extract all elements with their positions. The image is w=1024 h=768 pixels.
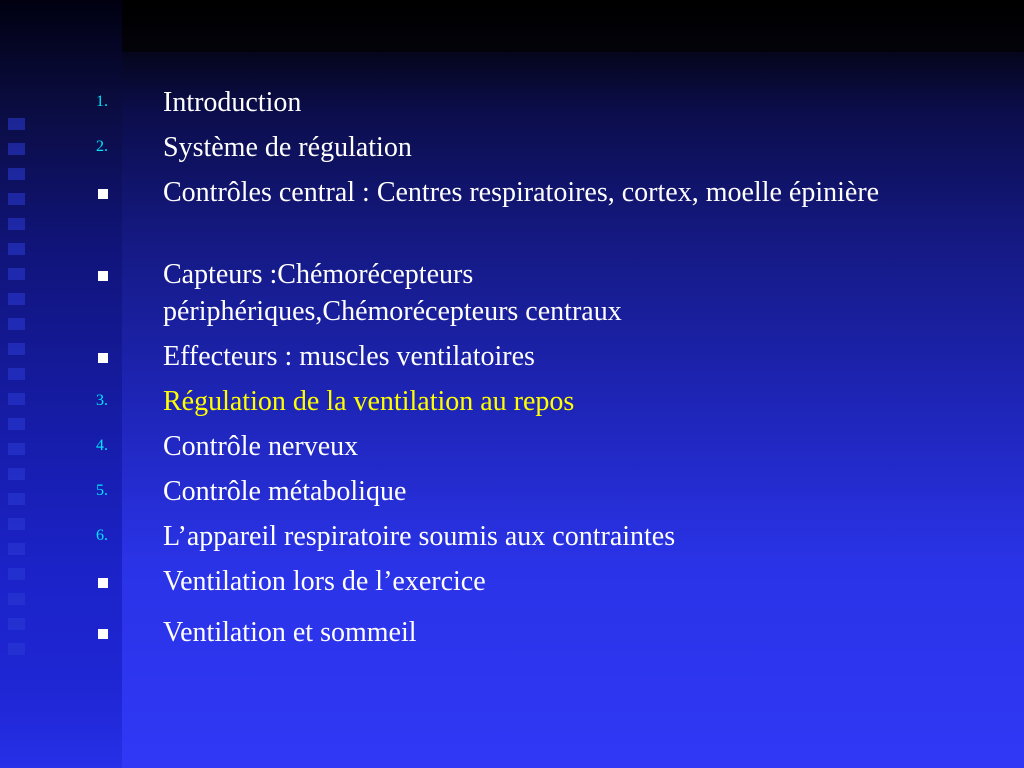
square-bullet-icon — [98, 578, 108, 588]
square-bullet-icon — [98, 271, 108, 281]
square-bullet-icon — [98, 189, 108, 199]
item-number: 5. — [96, 482, 108, 499]
item-text: Contrôles central : Centres respiratoires, cortex, moelle épinière — [163, 177, 880, 208]
item-number: 1. — [96, 93, 108, 110]
item-text-highlighted: Régulation de la ventilation au repos — [163, 386, 575, 417]
item-text: Système de régulation — [163, 132, 412, 163]
item-text: Capteurs :Chémorécepteurs périphériques,Chémorécepteurs centraux — [163, 259, 622, 327]
item-text: Effecteurs : muscles ventilatoires — [163, 341, 535, 372]
item-text: L’appareil respiratoire soumis aux contraintes — [163, 521, 676, 552]
item-text: Contrôle nerveux — [163, 431, 359, 462]
item-text: Ventilation lors de l’exercice — [163, 566, 486, 597]
item-text: Introduction — [163, 87, 302, 118]
item-text: Contrôle métabolique — [163, 476, 407, 507]
item-number: 3. — [96, 392, 108, 409]
square-bullet-icon — [98, 353, 108, 363]
item-text: Ventilation et sommeil — [163, 617, 417, 648]
item-number: 6. — [96, 527, 108, 544]
item-number: 4. — [96, 437, 108, 454]
square-bullet-icon — [98, 629, 108, 639]
item-number: 2. — [96, 138, 108, 155]
